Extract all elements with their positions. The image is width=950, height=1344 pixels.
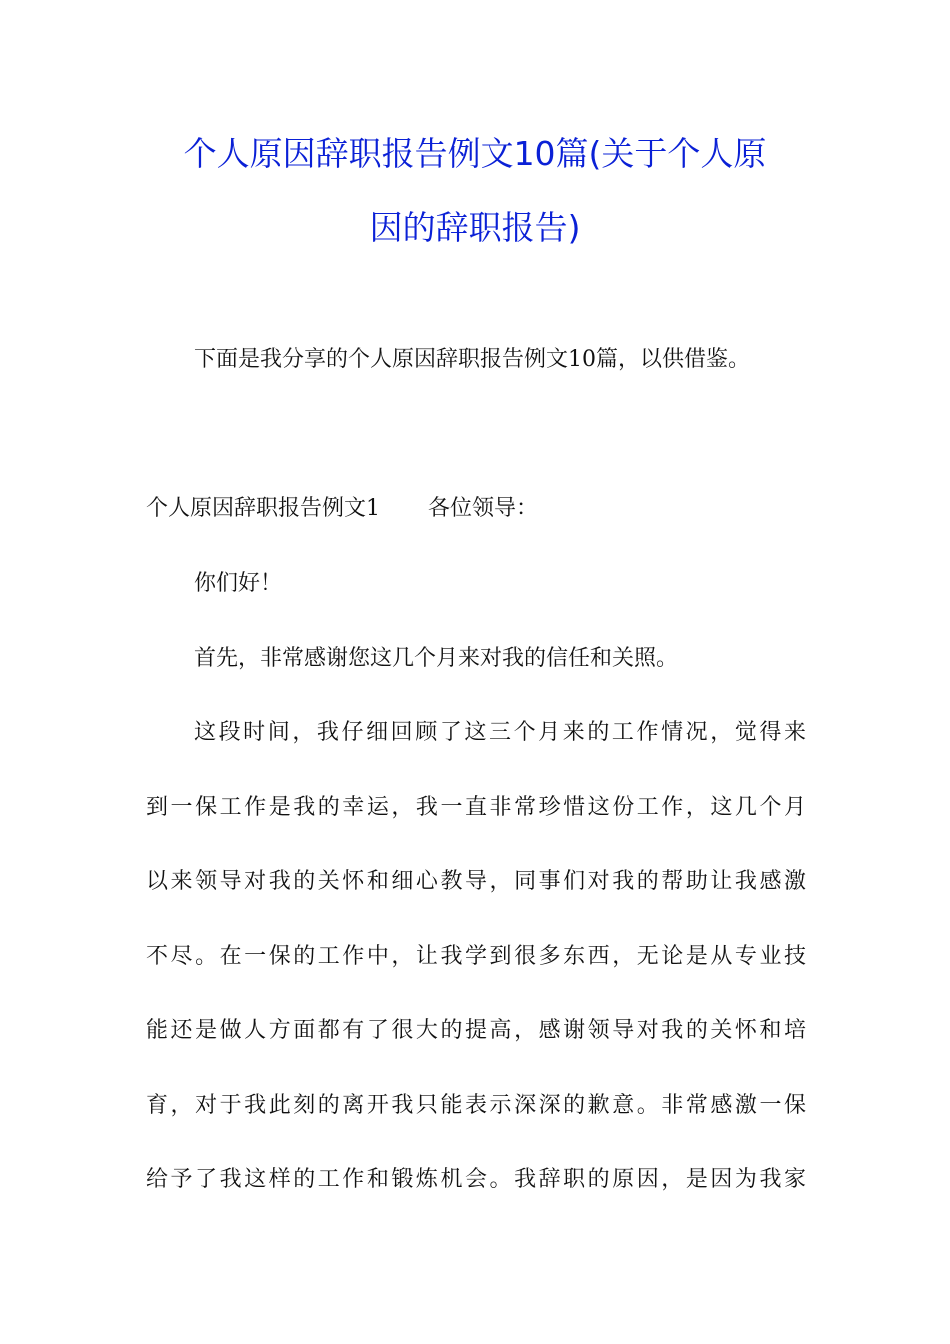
paragraph-2-line-5: 能还是做人方面都有了很大的提高，感谢领导对我的关怀和培 — [146, 1018, 806, 1043]
document-title-line-2: 因的辞职报告) — [369, 208, 581, 247]
paragraph-2-line-6: 育，对于我此刻的离开我只能表示深深的歉意。非常感激一保 — [146, 1093, 806, 1118]
greeting: 你们好！ — [194, 571, 283, 596]
intro-paragraph: 下面是我分享的个人原因辞职报告例文10篇，以供借鉴。 — [194, 347, 750, 372]
paragraph-2-line-4: 不尽。在一保的工作中，让我学到很多东西，无论是从专业技 — [146, 944, 806, 969]
document-title-line-1: 个人原因辞职报告例文10篇(关于个人原 — [183, 134, 767, 173]
paragraph-2-line-2: 到一保工作是我的幸运，我一直非常珍惜这份工作，这几个月 — [146, 795, 806, 820]
paragraph-2-line-7: 给予了我这样的工作和锻炼机会。我辞职的原因，是因为我家 — [146, 1167, 806, 1192]
paragraph-2-line-1: 这段时间，我仔细回顾了这三个月来的工作情况，觉得来 — [194, 720, 806, 745]
section-heading: 个人原因辞职报告例文1 — [146, 496, 380, 521]
paragraph-1: 首先，非常感谢您这几个月来对我的信任和关照。 — [194, 646, 679, 671]
salutation: 各位领导： — [428, 496, 539, 521]
section-heading-row — [146, 494, 806, 524]
paragraph-2-line-3: 以来领导对我的关怀和细心教导，同事们对我的帮助让我感激 — [146, 869, 806, 894]
